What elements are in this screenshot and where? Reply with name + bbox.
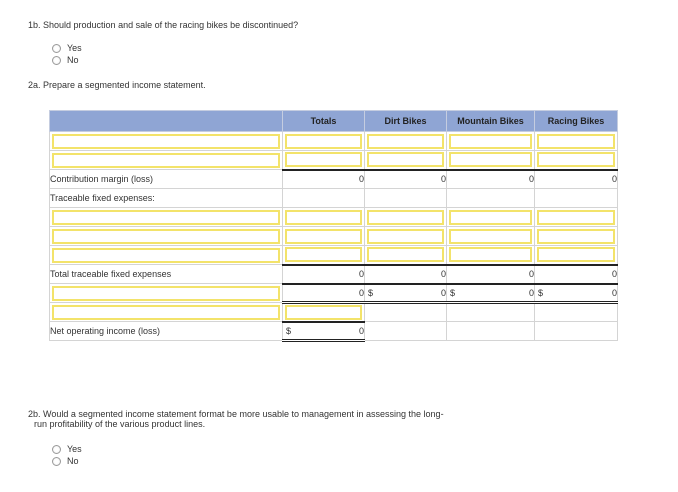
net-operating-row [50,322,618,341]
radio-button[interactable] [52,44,61,53]
amount-input[interactable] [367,210,444,225]
amount-input[interactable] [537,152,615,167]
table-row [50,132,618,151]
currency-symbol: $ [368,287,374,298]
amount-input[interactable] [449,134,532,149]
radio-group-2b [52,443,82,467]
cm-total: 0 [283,170,365,189]
currency-symbol: $ [450,287,456,298]
currency-symbol: $ [538,287,544,298]
label-input[interactable] [52,153,280,168]
radio-label: No [67,55,79,65]
ttf-dirt: 0 [365,265,447,284]
total-traceable-row [50,265,618,284]
sm-dirt: 0 [440,287,446,298]
cm-mountain: 0 [447,170,535,189]
question-2b-line2: run profitability of the various product lines. [34,419,206,429]
label-input[interactable] [52,229,280,244]
amount-input[interactable] [537,210,615,225]
table-row [50,208,618,227]
traceable-fixed-row [50,189,618,208]
header-row [50,111,618,132]
contribution-margin-label: Contribution margin (loss) [50,170,283,189]
contribution-margin-row [50,170,618,189]
ttf-total: 0 [283,265,365,284]
total-traceable-label: Total traceable fixed expenses [50,265,283,284]
radio-label: Yes [67,43,82,53]
amount-input[interactable] [367,134,444,149]
cm-dirt: 0 [365,170,447,189]
amount-input[interactable] [285,247,362,262]
ttf-racing: 0 [535,265,618,284]
header-totals: Totals [283,111,365,132]
radio-button[interactable] [52,56,61,65]
table-row [50,246,618,265]
radio-option-no-1b[interactable] [52,54,82,66]
sm-mountain: 0 [528,287,534,298]
amount-input[interactable] [285,229,362,244]
amount-input[interactable] [449,152,532,167]
radio-button[interactable] [52,445,61,454]
question-1b: 1b. Should production and sale of the racing bikes be discontinued? [28,20,299,30]
header-blank [50,111,283,132]
table-row [50,227,618,246]
ttf-mountain: 0 [447,265,535,284]
amount-input[interactable] [537,134,615,149]
radio-option-yes-2b[interactable] [52,443,82,455]
header-dirt-bikes: Dirt Bikes [365,111,447,132]
noi-total: 0 [358,325,364,336]
currency-symbol: $ [286,325,292,336]
label-input[interactable] [52,134,280,149]
radio-label: Yes [67,444,82,454]
amount-input[interactable] [285,134,362,149]
amount-input[interactable] [367,229,444,244]
label-input[interactable] [52,305,280,320]
amount-input[interactable] [449,210,532,225]
header-mountain-bikes: Mountain Bikes [447,111,535,132]
segment-margin-row [50,284,618,303]
label-input[interactable] [52,248,280,263]
sm-racing: 0 [611,287,617,298]
segmented-income-statement [49,110,618,342]
table-row [50,151,618,170]
amount-input[interactable] [367,247,444,262]
amount-input[interactable] [285,210,362,225]
radio-label: No [67,456,79,466]
radio-button[interactable] [52,457,61,466]
amount-input[interactable] [367,152,444,167]
radio-group-1b [52,42,82,66]
cm-racing: 0 [535,170,618,189]
table-row [50,303,618,322]
amount-input[interactable] [449,247,532,262]
label-input[interactable] [52,286,280,301]
amount-input[interactable] [537,229,615,244]
amount-input[interactable] [537,247,615,262]
label-input[interactable] [52,210,280,225]
traceable-fixed-label: Traceable fixed expenses: [50,189,283,208]
net-operating-label: Net operating income (loss) [50,322,283,341]
radio-option-yes-1b[interactable] [52,42,82,54]
sm-total: 0 [358,287,364,298]
question-2b [28,409,444,429]
question-2a: 2a. Prepare a segmented income statement. [28,80,206,90]
amount-input[interactable] [449,229,532,244]
header-racing-bikes: Racing Bikes [535,111,618,132]
amount-input[interactable] [285,152,362,167]
radio-option-no-2b[interactable] [52,455,82,467]
amount-input[interactable] [285,305,362,320]
question-2b-line1: 2b. Would a segmented income statement format be more usable to management in assessing the long- [28,409,444,419]
